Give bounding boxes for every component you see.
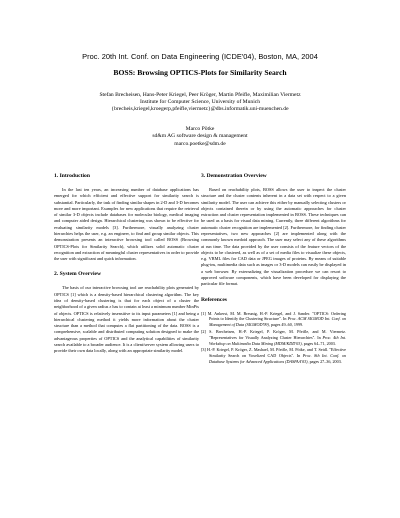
section-heading-demonstration: 3. Demonstration Overview — [201, 173, 267, 179]
introduction-text: In the last ten years, an increasing number of database applications has emerged for which efficient and effective support for similarity search is substantial. Particularly, the task of finding similar shapes in 2-D and 3-D becomes more and more important. Examples for new applications that require the retrieval of similar 3-D objects include databases for molecular biology, medical imaging and computer aided design. Hierarchical clustering was shown to be effective for evaluating similarity models [3]. Furthermore, visually analyzing cluster hierarchies helps the user, e.g. an engineer, to find and group similar objects. This demonstration presents an interactive browsing tool called BOSS (Browsing OPTICS-Plots for Similarity Search), which utilizes solid automatic cluster recognition and extraction of meaningful cluster representatives in order to provide the user with significant and quick information. — [54, 187, 199, 262]
demonstration-text: Based on reachability plots, BOSS allows the user to inspect the cluster structure and the cluster contents inherent in a data set with respect to a given similarity model. The user can achieve this either by manually selecting clusters or objects contained therein or by using the automatic approaches for cluster extraction and cluster representation implemented in BOSS. These techniques can be used as a basis for visual data mining. Currently, three different algorithms for automatic cluster recognition are implemented [2]. Furthermore, for finding cluster representatives, two new approaches [2] are implemented along with the commonly known medoid approach. The user may select any of these algorithms at run time. The data provided by the user consists of the feature vectors of the objects to be clustered, as well as of a set of media files to visualize these objects, e.g. VRML files for CAD data or JPEG images of proteins. By means of suitable plug-ins, multimedia data such as images or 3-D models can easily be displayed in a web browser. By externalizing the visualization procedure we can resort to approved software components, which have been developed for displaying the particular file format. — [201, 187, 346, 287]
second-author-affiliation: sd&m AG software design & management — [152, 133, 248, 140]
author-block — [0, 92, 400, 114]
reference-item: [2] S. Brecheisen, H.-P. Kriegel, P. Kröger, M. Pfeifle, and M. Viermetz. "Representatives for Visually Analyzing Cluster Hierarchies". In Proc. 4th Int. Workshop on Multimedia Data Mining (MDM/KDD'03), pages 64–71, 2003. — [201, 328, 346, 346]
paper-title: BOSS: Browsing OPTICS-Plots for Similarity Search — [113, 68, 287, 77]
system-overview-text: The basis of our interactive browsing tool are reachability plots generated by OPTICS [1] which is a density-based hierarchical clustering algorithm. The key idea of density-based clustering is that for each object of a cluster the neighborhood of a given radius ε has to contain at least a minimum number MinPts of objects. OPTICS is relatively insensitive to its input parameters [1] and being a hierarchical clustering method it yields more information about the cluster structure than a method that computes a flat partitioning of the data. BOSS is a comprehensive, scalable and distributed computing solution designed to make the advantageous properties of OPTICS and the analytical capabilities of similarity search available to a broader audience. It is a client/server system allowing users to provide their own data locally, along with an appropriate similarity model. — [54, 285, 199, 354]
section-heading-system-overview: 2. System Overview — [54, 271, 102, 278]
right-column — [201, 173, 346, 366]
author-names: Stefan Brecheisen, Hans-Peter Kriegel, Peer Kröger, Martin Pfeifle, Maximilian Viermetz — [99, 92, 301, 98]
left-column — [54, 173, 199, 354]
second-author-email: marco.poetke@sdm.de — [174, 140, 226, 147]
reference-item: [1] M. Ankerst, M. M. Breunig, H.-P. Kriegel, and J. Sander. "OPTICS: Ordering Points to Identify the Clustering Structure". In Proc. ACM SIGMOD Int. Conf. on Management of Data (SIGMOD'99), pages 49–60, 1999. — [201, 310, 346, 328]
author-emails: {brecheis,kriegel,kroegerp,pfeifle,viermetz}@dbs.informatik.uni-muenchen.de — [111, 106, 289, 113]
author-affiliation: Institute for Computer Science, University of Munich — [139, 99, 261, 106]
second-author-block — [0, 126, 400, 148]
section-heading-introduction: 1. Introduction — [54, 173, 90, 179]
second-author-name: Marco Pötke — [185, 126, 215, 132]
reference-item: [3] H.-P. Kriegel, P. Kröger, Z. Mashael, M. Pfeifle, M. Pötke, and T. Seidl. "Effective Similarity Search on Voxelized CAD Objects". In Proc. 8th Int. Conf. on Database Systems for Advanced Applications (DASFAA'03), pages 27–36, 2003. — [201, 347, 347, 365]
section-heading-references: References — [201, 296, 227, 303]
proceedings-line: Proc. 20th Int. Conf. on Data Engineering (ICDE'04), Boston, MA, 2004 — [82, 52, 318, 61]
